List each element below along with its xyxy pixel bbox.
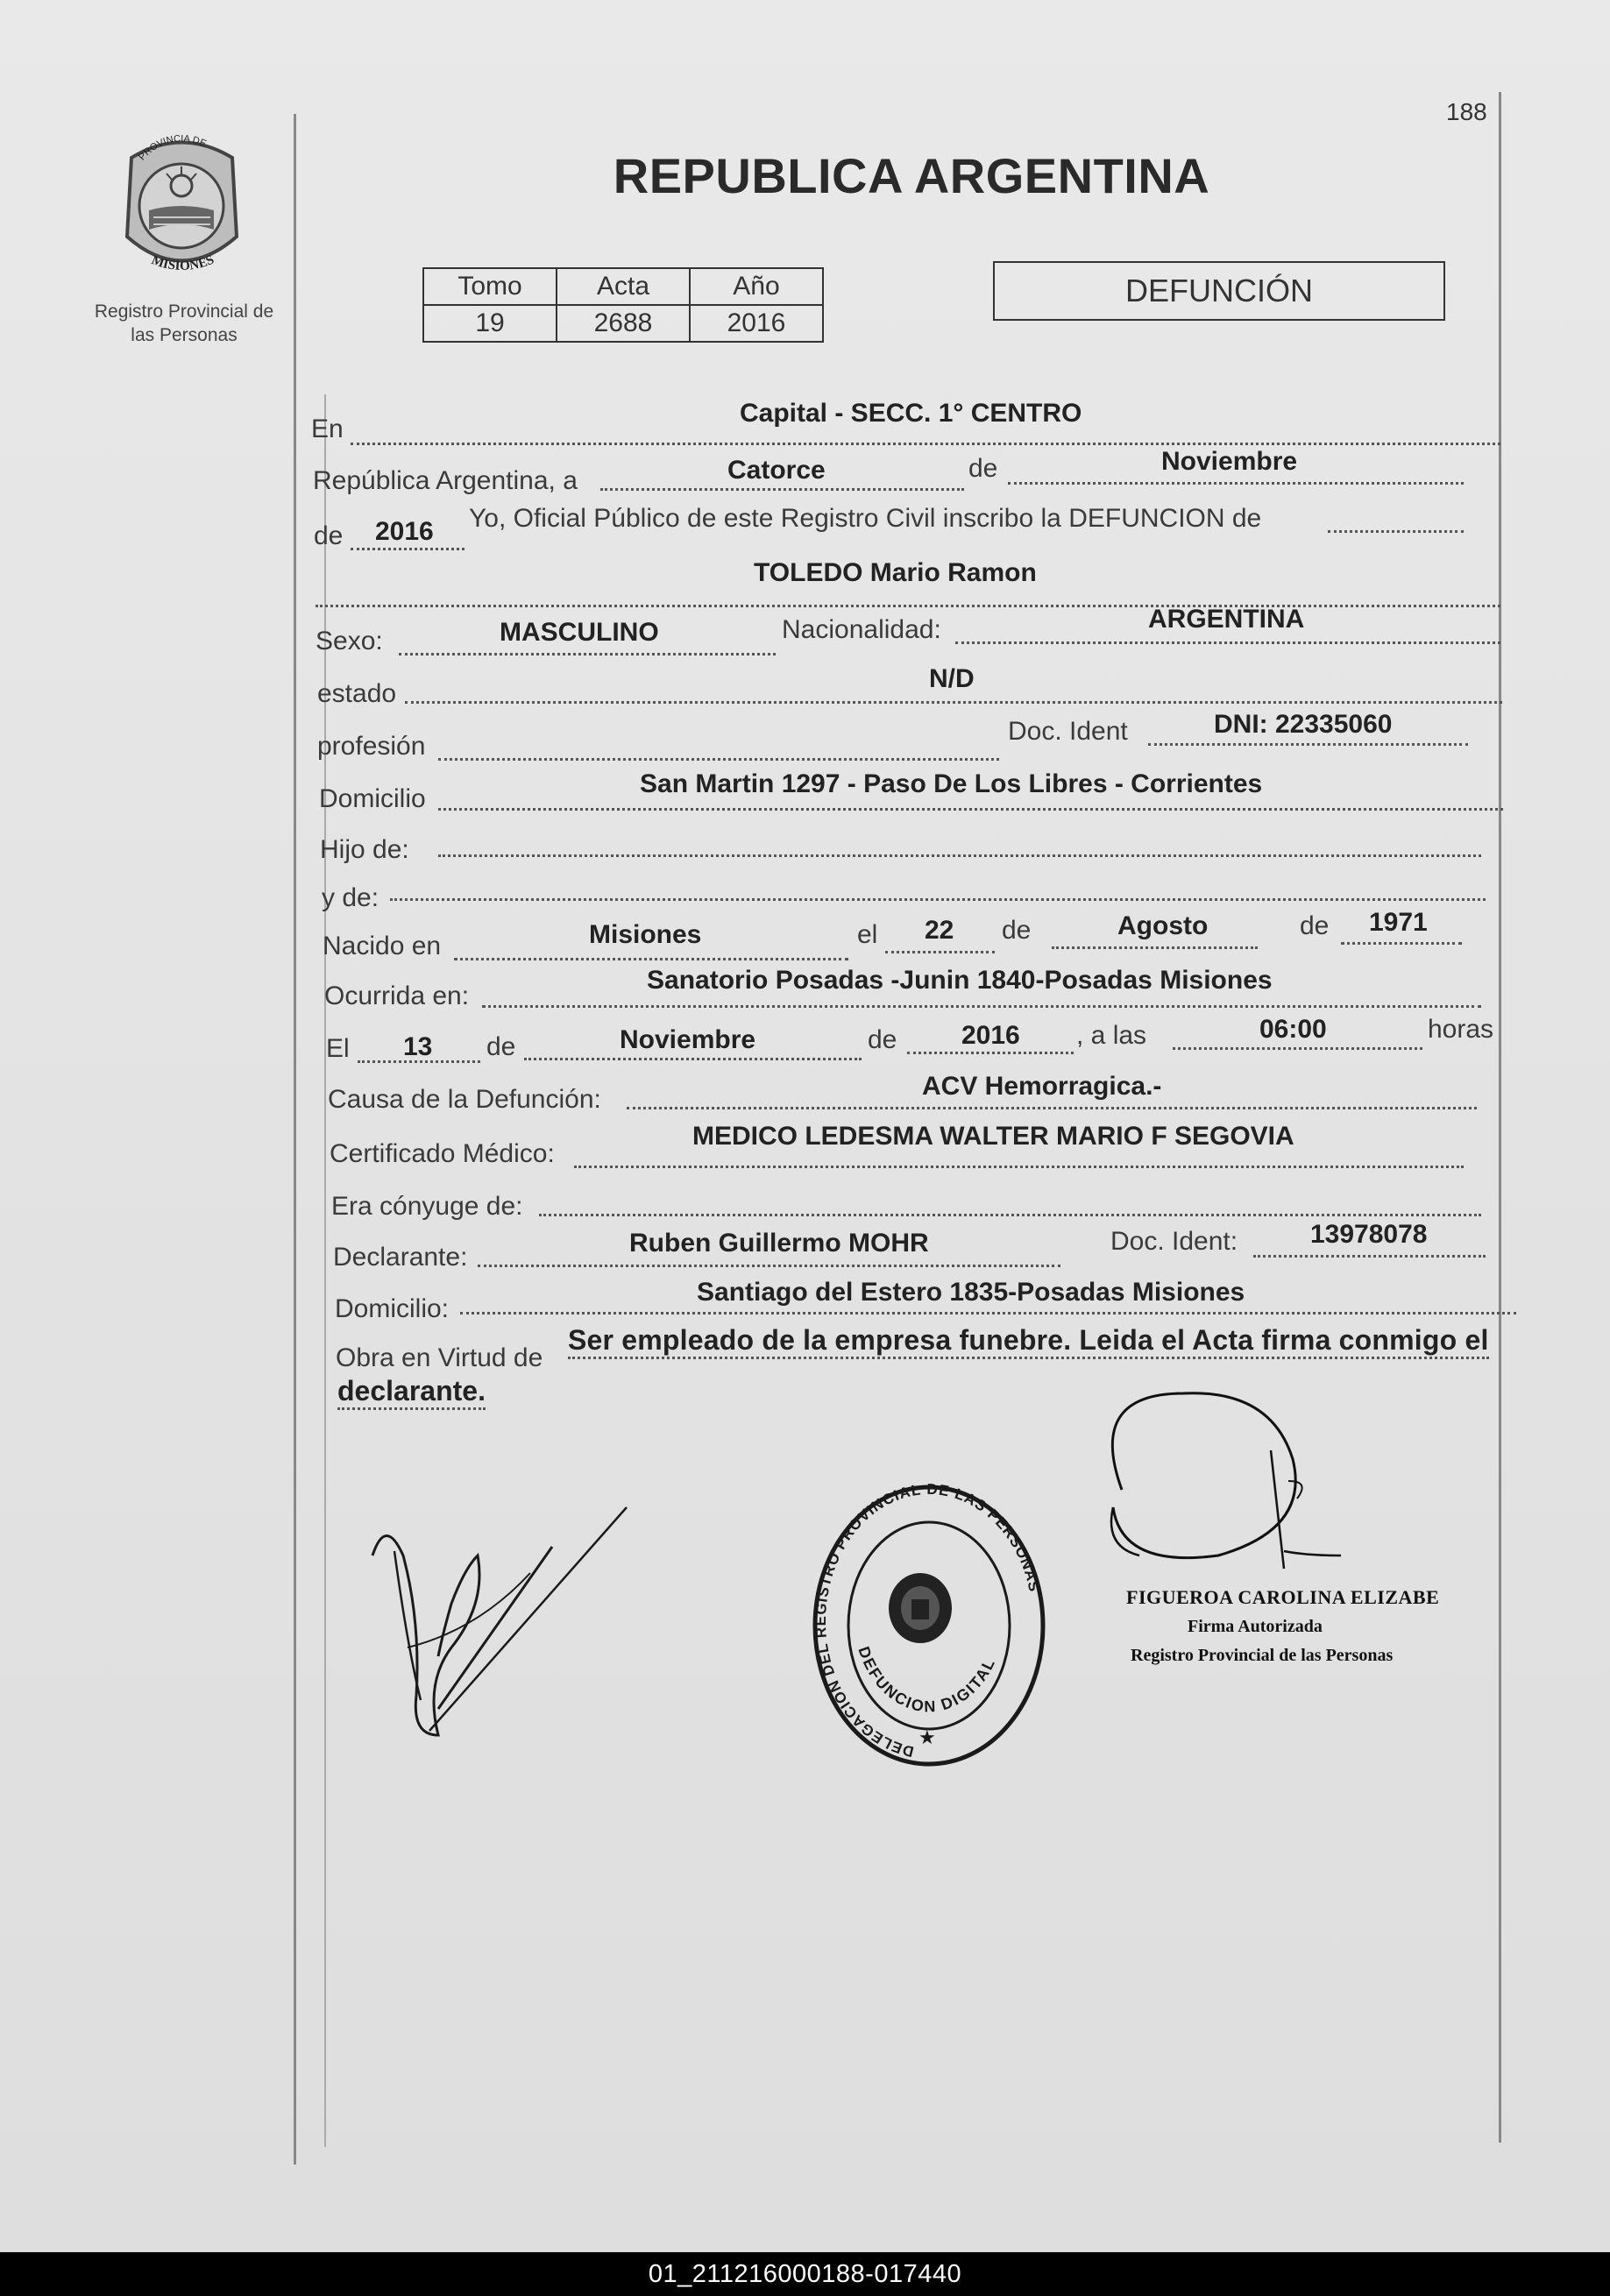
death-year-value: 2016 [961, 1021, 1020, 1050]
death-year-line [907, 1052, 1074, 1054]
deceased-name-value: TOLEDO Mario Ramon [754, 558, 1037, 587]
acta-header: Acta [557, 268, 690, 305]
left-margin-line [294, 114, 296, 2165]
reference-value-row [423, 305, 823, 342]
nacionalidad-line [955, 641, 1500, 644]
authorized-signature [1087, 1376, 1455, 1595]
de-label-5: de [486, 1032, 516, 1061]
certificado-line [574, 1166, 1464, 1168]
ocurrida-label: Ocurrida en: [324, 981, 470, 1010]
death-month-value: Noviembre [620, 1025, 756, 1054]
obra-text-2: declarante. [337, 1375, 486, 1410]
estado-label: estado [317, 679, 397, 708]
document-type-box: DEFUNCIÓN [993, 261, 1445, 321]
conyuge-line [539, 1214, 1481, 1216]
conyuge-label: Era cónyuge de: [331, 1192, 523, 1221]
certificado-value: MEDICO LEDESMA WALTER MARIO F SEGOVIA [692, 1122, 1294, 1151]
reference-table [422, 267, 824, 343]
death-time-line [1173, 1047, 1422, 1050]
de-label-2: de [314, 521, 344, 550]
month-text-value: Noviembre [1161, 447, 1298, 476]
causa-value: ACV Hemorragica.- [922, 1072, 1162, 1101]
estado-value: N/D [929, 664, 975, 693]
registry-name-line2: las Personas [131, 325, 238, 345]
year-line [351, 548, 465, 550]
nacido-value: Misiones [589, 920, 702, 949]
logo-top-text: PROVINCIA DE [137, 133, 209, 163]
doc-ident-label: Doc. Ident [1008, 717, 1128, 746]
acta-value: 2688 [557, 305, 690, 342]
y-de-label: y de: [322, 883, 379, 912]
hijo-line [438, 854, 1481, 857]
el-label: el [857, 920, 878, 949]
nacionalidad-value: ARGENTINA [1148, 605, 1305, 634]
de-label-4: de [1300, 911, 1330, 940]
page-number: 188 [1446, 98, 1487, 125]
domicilio-value: San Martin 1297 - Paso De Los Libres - Corrientes [640, 769, 1263, 798]
registry-name [79, 300, 289, 347]
file-id-footer: 01_211216000188-017440 [0, 2252, 1610, 2296]
certificado-label: Certificado Médico: [330, 1139, 555, 1168]
declarante-doc-line [1253, 1255, 1486, 1258]
obra-label: Obra en Virtud de [336, 1343, 543, 1372]
domicilio-line [438, 808, 1503, 811]
death-month-line [524, 1058, 862, 1060]
day-text-value: Catorce [727, 456, 826, 485]
year-value: 2016 [375, 517, 434, 546]
doc-ident-line [1148, 743, 1468, 746]
svg-text:★: ★ [918, 1727, 936, 1749]
death-day-value: 13 [403, 1032, 433, 1061]
declarante-value: Ruben Guillermo MOHR [629, 1229, 929, 1258]
month-text-line [1008, 482, 1464, 485]
republic-label: República Argentina, a [313, 466, 578, 495]
profesion-line [438, 758, 999, 761]
declarant-signature [355, 1472, 644, 1761]
domicilio-label: Domicilio [319, 784, 426, 813]
el-cap-label: El [326, 1034, 350, 1063]
birth-day-value: 22 [925, 916, 954, 945]
birth-year-value: 1971 [1369, 908, 1428, 937]
death-time-value: 06:00 [1259, 1015, 1327, 1044]
logo-bottom-text: MISIONES [149, 252, 216, 274]
causa-label: Causa de la Defunción: [328, 1085, 601, 1114]
registry-name-line1: Registro Provincial de [94, 301, 274, 322]
province-seal-logo [114, 131, 250, 280]
birth-year-line [1341, 942, 1462, 945]
place-value: Capital - SECC. 1° CENTRO [740, 399, 1082, 428]
document-title: REPUBLICA ARGENTINA [613, 148, 1210, 203]
horas-label: horas [1428, 1015, 1494, 1044]
nacido-label: Nacido en [323, 932, 442, 960]
left-inner-line [324, 394, 326, 2147]
sexo-line [399, 653, 776, 655]
birth-day-line [885, 951, 995, 953]
de-label-6: de [868, 1025, 897, 1054]
declarante-label: Declarante: [333, 1243, 468, 1272]
obra-text: Ser empleado de la empresa funebre. Leida el Acta firma conmigo el [568, 1324, 1489, 1359]
declarante-line [478, 1265, 1060, 1267]
en-label: En [311, 415, 344, 443]
official-stamp [806, 1481, 1052, 1770]
declarante-domicilio-line [460, 1312, 1516, 1315]
day-text-line [600, 488, 964, 491]
causa-line [627, 1107, 1477, 1109]
doc-ident-value: DNI: 22335060 [1214, 710, 1393, 739]
anio-header: Año [690, 268, 823, 305]
ocurrida-value: Sanatorio Posadas -Junin 1840-Posadas Misiones [647, 966, 1273, 995]
declarante-doc-value: 13978078 [1310, 1220, 1428, 1249]
a-las-label: , a las [1076, 1021, 1147, 1050]
estado-line [405, 701, 1502, 704]
authority-name: FIGUEROA CAROLINA ELIZABE [1126, 1586, 1440, 1608]
nacionalidad-label: Nacionalidad: [782, 615, 941, 644]
place-line [351, 443, 1500, 445]
ocurrida-line [482, 1005, 1481, 1008]
de-label-3: de [1002, 916, 1032, 945]
deceased-name-line [316, 605, 1500, 607]
doc-ident2-label: Doc. Ident: [1110, 1227, 1238, 1256]
de-label-1: de [968, 454, 998, 483]
birth-month-value: Agosto [1117, 911, 1209, 940]
stamp-outer-text: DELEGACION DEL REGISTRO PROVINCIAL DE LAS PERSONAS [812, 1481, 1043, 1761]
hijo-label: Hijo de: [320, 835, 409, 864]
declarante-domicilio-value: Santiago del Estero 1835-Posadas Misiones [697, 1278, 1245, 1307]
anio-value: 2016 [690, 305, 823, 342]
sexo-label: Sexo: [316, 627, 383, 655]
birth-month-line [1052, 946, 1258, 949]
nacido-line [454, 958, 848, 960]
domicilio2-label: Domicilio: [335, 1294, 450, 1323]
authority-title: Firma Autorizada [1188, 1617, 1323, 1636]
right-margin-line [1499, 92, 1501, 2143]
sexo-value: MASCULINO [500, 618, 659, 647]
authority-office: Registro Provincial de las Personas [1131, 1646, 1394, 1665]
inscribo-text: Yo, Oficial Público de este Registro Civil inscribo la DEFUNCION de [469, 504, 1262, 533]
tomo-value: 19 [423, 305, 557, 342]
profesion-label: profesión [317, 732, 426, 761]
inscribo-line [1328, 530, 1464, 533]
stamp-inner-text: DEFUNCION DIGITAL [855, 1644, 999, 1716]
reference-header-row [423, 268, 823, 305]
y-de-line [390, 898, 1486, 901]
tomo-header: Tomo [423, 268, 557, 305]
